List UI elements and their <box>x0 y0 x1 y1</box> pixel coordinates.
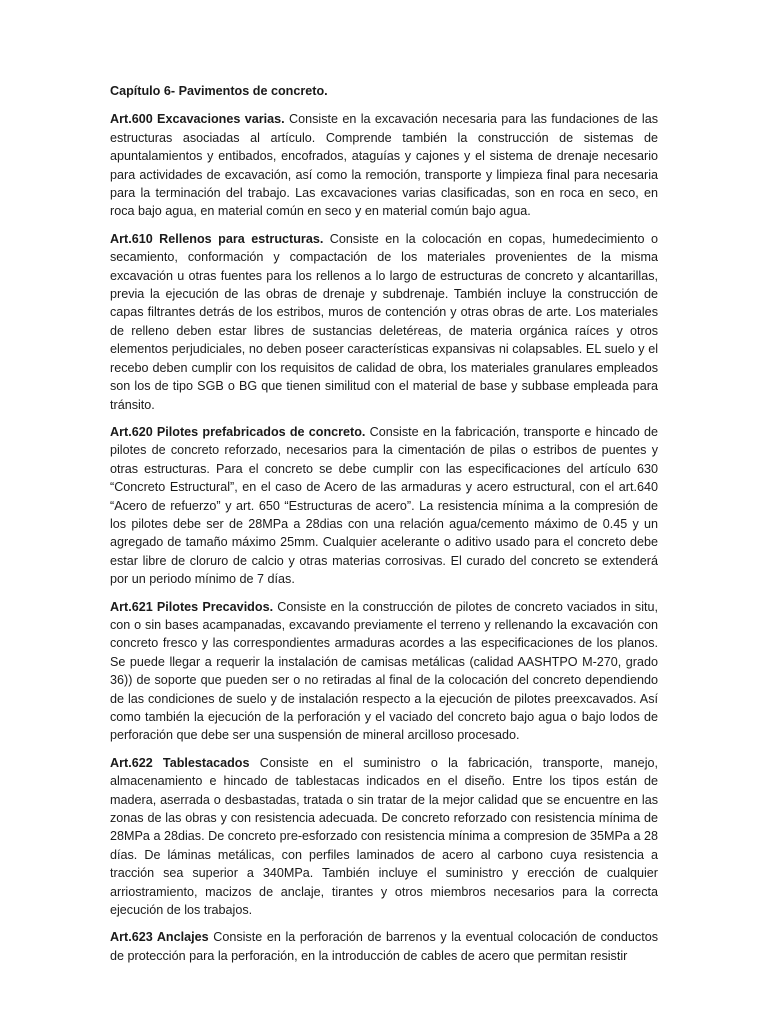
document-page <box>110 82 658 1024</box>
article-heading: Art.622 Tablestacados <box>110 755 250 770</box>
article-body: Consiste en la construcción de pilotes de concreto vaciados in situ, con o sin bases acampanadas, excavando previamente el terreno y rellenando la excavación con concreto fresco y las correspondientes armaduras acordes a las especificaciones de los planos. Se puede llegar a requerir la instalación de camisas metálicas (calidad AASHTPO M-270, grado 36)) de soporte que pueden ser o no retiradas al final de la colocación del concreto dependiendo de las condiciones de suelo y de instalación respecto a la ejecución de pilotes preexcavados. Así como también la ejecución de la perforación y el vaciado del concreto bajo agua o bajo lodos de perforación que debe ser una suspensión de mineral arcilloso procesado. <box>110 599 658 743</box>
article-body: Consiste en la colocación en copas, humedecimiento o secamiento, conformación y compactación de los materiales provenientes de la misma excavación u otras fuentes para los rellenos a lo largo de estructuras de concreto y alcantarillas, previa la ejecución de las obras de drenaje y subdrenaje. También incluye la construcción de capas filtrantes detrás de los estribos, muros de contención y otras obras de arte. Los materiales de relleno deben estar libres de sustancias deletéreas, de materia orgánica raíces y otros elementos perjudiciales, no deben poseer características expansivas ni colapsables. EL suelo y el recebo deben cumplir con los requisitos de calidad de obra, los materiales granulares empleados son los de tipo SGB o BG que tienen similitud con el material de base y subbase empleada para tránsito. <box>110 231 658 412</box>
article-620 <box>110 423 658 589</box>
article-body: Consiste en el suministro o la fabricación, transporte, manejo, almacenamiento e hincado de tablestacas indicados en el diseño. Entre los tipos están de madera, aserrada o desbastadas, tratada o sin tratar de la mejor calidad que se encuentre en las zonas de las obras y con resistencia adecuada. De concreto reforzado con resistencia mínima de 28MPa a 28dias. De concreto pre-esforzado con resistencia mínima a compresion de 35MPa a 28 días. De láminas metálicas, con perfiles laminados de acero al carbono cuya resistencia a tracción sea superior a 340MPa. También incluye el suministro y erección de cualquier arriostramiento, macizos de anclaje, tirantes y otros miembros necesarios para la correcta ejecución de los trabajos. <box>110 755 658 918</box>
article-621 <box>110 598 658 745</box>
article-623 <box>110 928 658 965</box>
article-body: Consiste en la perforación de barrenos y la eventual colocación de conductos de protección para la perforación, en la introducción de cables de acero que permitan resistir <box>110 930 658 963</box>
article-610 <box>110 230 658 414</box>
article-heading: Art.610 Rellenos para estructuras. <box>110 231 324 246</box>
article-heading: Art.600 Excavaciones varias. <box>110 112 285 127</box>
article-622 <box>110 754 658 920</box>
article-heading: Art.623 Anclajes <box>110 930 209 945</box>
article-body: Consiste en la fabricación, transporte e hincado de pilotes de concreto reforzado, necesarios para la cimentación de pilas o estribos de puentes y otras estructuras. Para el concreto se debe cumplir con las especificaciones del artículo 630 “Concreto Estructural”, en el caso de Acero de las armaduras y acero estructural, con el art.640 “Acero de refuerzo” y art. 650 “Estructuras de acero”. La resistencia mínima a la compresión de los pilotes debe ser de 28MPa a 28dias con una relación agua/cemento máximo de 0.45 y un agregado de tamaño máximo 25mm. Cualquier acelerante o aditivo usado para el concreto debe estar libre de cloruro de calcio y otras materias corrosivas. El curado del concreto se extenderá por un periodo mínimo de 7 días. <box>110 424 658 587</box>
article-600 <box>110 110 658 220</box>
article-body: Consiste en la excavación necesaria para las fundaciones de las estructuras asociadas al artículo. Comprende también la construcción de sistemas de apuntalamientos y entibados, encofrados, ataguías y cajones y el sistema de drenaje necesario para actividades de excavación, así como la remoción, transporte y limpieza final para necesaria para la terminación del trabajo. Las excavaciones varias clasificadas, son en roca en seco, en roca bajo agua, en material común en seco y en material común bajo agua. <box>110 112 658 219</box>
article-heading: Art.621 Pilotes Precavidos. <box>110 599 274 614</box>
chapter-title: Capítulo 6- Pavimentos de concreto. <box>110 84 328 98</box>
article-heading: Art.620 Pilotes prefabricados de concreto. <box>110 424 366 439</box>
